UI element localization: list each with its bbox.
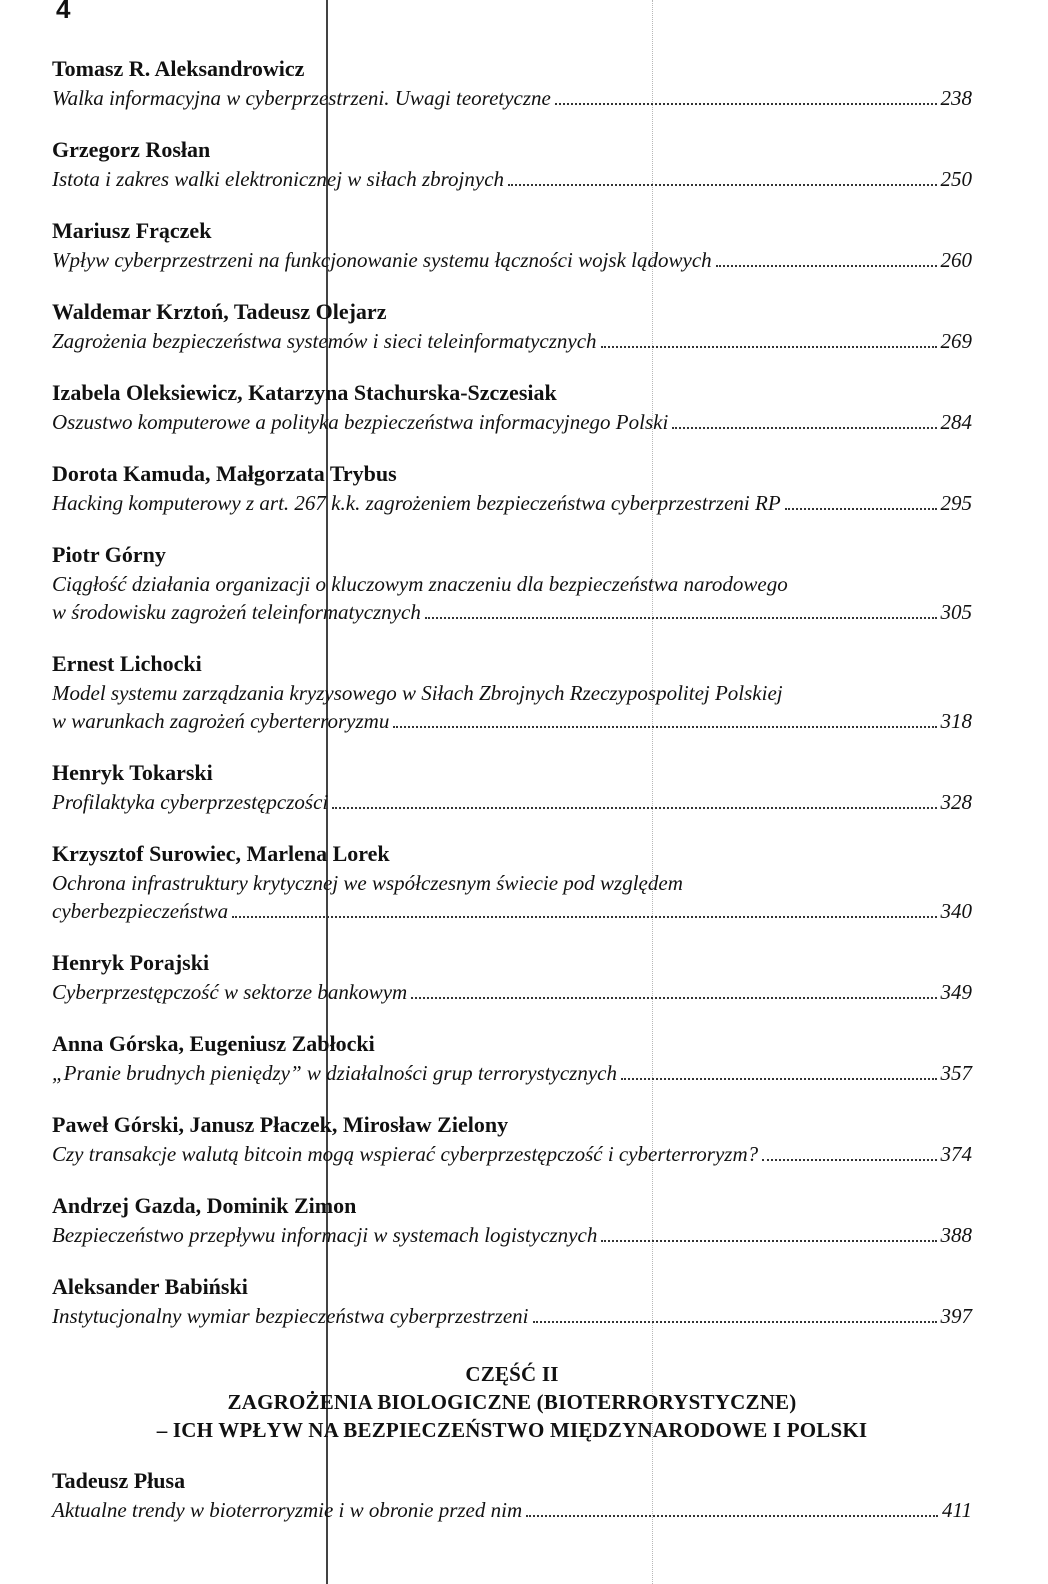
entry-title-line [52, 84, 972, 112]
entry-page-number: 260 [940, 248, 972, 272]
toc-entry [52, 378, 972, 436]
entry-page-number: 349 [940, 980, 972, 1004]
dot-leader [393, 720, 936, 728]
entry-title-line [52, 1140, 972, 1168]
entry-author: Krzysztof Surowiec, Marlena Lorek [52, 841, 390, 866]
entry-page-number: 305 [940, 600, 972, 624]
toc-entries [52, 54, 972, 1330]
entry-page-number: 411 [942, 1498, 972, 1522]
entry-title-line [52, 788, 972, 816]
entry-title: Model systemu zarządzania kryzysowego w Siłach Zbrojnych Rzeczypospolitej Polskiej [52, 681, 783, 705]
entry-title-line [52, 246, 972, 274]
dot-leader [508, 178, 936, 186]
entry-title: Oszustwo komputerowe a polityka bezpieczeństwa informacyjnego Polski [52, 410, 669, 434]
entry-author: Piotr Górny [52, 542, 166, 567]
dot-leader [601, 340, 937, 348]
entry-page-number: 328 [940, 790, 972, 814]
dot-leader [785, 502, 937, 510]
toc-entry [52, 1466, 972, 1524]
dot-leader [621, 1072, 937, 1080]
entry-author: Dorota Kamuda, Małgorzata Trybus [52, 461, 397, 486]
entry-title-line [52, 327, 972, 355]
dot-leader [533, 1315, 937, 1323]
part-label: CZĘŚĆ II [465, 1362, 559, 1386]
dot-leader [762, 1153, 936, 1161]
entry-title-line [52, 679, 972, 707]
toc-entry [52, 54, 972, 112]
entry-page-number: 397 [940, 1304, 972, 1328]
entry-author: Izabela Oleksiewicz, Katarzyna Stachurska-Szczesiak [52, 380, 557, 405]
entry-title: cyberbezpieczeństwa [52, 899, 229, 923]
entry-title: Walka informacyjna w cyberprzestrzeni. Uwagi teoretyczne [52, 86, 551, 110]
entry-title: w środowisku zagrożeń teleinformatycznych [52, 600, 421, 624]
entry-page-number: 318 [940, 709, 972, 733]
entry-title-line [52, 1496, 972, 1524]
entry-page-number: 284 [940, 410, 972, 434]
toc-entry [52, 649, 972, 735]
entry-title: Profilaktyka cyberprzestępczości [52, 790, 329, 814]
entry-title: Istota i zakres walki elektronicznej w siłach zbrojnych [52, 167, 505, 191]
entry-title: Ciągłość działania organizacji o kluczowym znaczeniu dla bezpieczeństwa narodowego [52, 572, 788, 596]
entry-title: w warunkach zagrożeń cyberterroryzmu [52, 709, 390, 733]
entry-author: Grzegorz Rosłan [52, 137, 211, 162]
dot-leader [601, 1234, 936, 1242]
part-heading [52, 1360, 972, 1444]
entry-title: Hacking komputerowy z art. 267 k.k. zagrożeniem bezpieczeństwa cyberprzestrzeni RP [52, 491, 781, 515]
entry-title-line [52, 1221, 972, 1249]
part-title-line: ZAGROŻENIA BIOLOGICZNE (BIOTERRORYSTYCZNE) [227, 1390, 797, 1414]
dot-leader [411, 991, 936, 999]
entry-page-number: 295 [940, 491, 972, 515]
entry-title: Instytucjonalny wymiar bezpieczeństwa cyberprzestrzeni [52, 1304, 529, 1328]
dot-leader [526, 1509, 938, 1517]
entry-title-line [52, 408, 972, 436]
entry-page-number: 238 [940, 86, 972, 110]
entry-page-number: 357 [940, 1061, 972, 1085]
entry-title: Zagrożenia bezpieczeństwa systemów i sieci teleinformatycznych [52, 329, 597, 353]
toc-entry [52, 948, 972, 1006]
entry-title-line [52, 489, 972, 517]
toc-entry [52, 135, 972, 193]
part-title-line: – ICH WPŁYW NA BEZPIECZEŃSTWO MIĘDZYNARODOWE I POLSKI [156, 1418, 868, 1442]
entry-title-line [52, 869, 972, 897]
entry-page-number: 340 [940, 899, 972, 923]
dot-leader [716, 259, 937, 267]
entry-author: Henryk Tokarski [52, 760, 213, 785]
toc-entry [52, 216, 972, 274]
dot-leader [672, 421, 936, 429]
entry-author: Tomasz R. Aleksandrowicz [52, 56, 305, 81]
entry-title-line [52, 1302, 972, 1330]
toc-entry [52, 459, 972, 517]
entry-title-line [52, 570, 972, 598]
entry-page-number: 374 [940, 1142, 972, 1166]
entry-title: „Pranie brudnych pieniędzy” w działalności grup terrorystycznych [52, 1061, 617, 1085]
entry-author: Andrzej Gazda, Dominik Zimon [52, 1193, 357, 1218]
entry-author: Mariusz Frączek [52, 218, 212, 243]
entry-author: Ernest Lichocki [52, 651, 202, 676]
entry-author: Paweł Górski, Janusz Płaczek, Mirosław Zielony [52, 1112, 509, 1137]
entry-page-number: 269 [940, 329, 972, 353]
entry-title-line [52, 1059, 972, 1087]
toc-entry [52, 1029, 972, 1087]
toc-entry [52, 758, 972, 816]
entry-title-line [52, 897, 972, 925]
page-number: 4 [56, 0, 71, 24]
dot-leader [555, 97, 937, 105]
entry-author: Aleksander Babiński [52, 1274, 248, 1299]
entry-title-line [52, 707, 972, 735]
entry-title: Czy transakcje walutą bitcoin mogą wspierać cyberprzestępczość i cyberterroryzm? [52, 1142, 759, 1166]
entry-title: Cyberprzestępczość w sektorze bankowym [52, 980, 408, 1004]
toc-entry [52, 1110, 972, 1168]
dot-leader [332, 801, 936, 809]
entry-title-line [52, 598, 972, 626]
entry-author: Waldemar Krztoń, Tadeusz Olejarz [52, 299, 387, 324]
entry-page-number: 250 [940, 167, 972, 191]
dot-leader [425, 611, 937, 619]
entry-title: Wpływ cyberprzestrzeni na funkcjonowanie systemu łączności wojsk lądowych [52, 248, 712, 272]
entry-title-line [52, 165, 972, 193]
toc-entry [52, 1191, 972, 1249]
entry-title: Ochrona infrastruktury krytycznej we współczesnym świecie pod względem [52, 871, 683, 895]
toc-entry [52, 1272, 972, 1330]
toc-entry [52, 297, 972, 355]
toc-entry [52, 540, 972, 626]
entry-title-line [52, 978, 972, 1006]
entry-title: Aktualne trendy w bioterroryzmie i w obronie przed nim [52, 1498, 523, 1522]
toc-entry [52, 839, 972, 925]
entry-title: Bezpieczeństwo przepływu informacji w systemach logistycznych [52, 1223, 598, 1247]
part-toc-entries [52, 1466, 972, 1524]
dot-leader [232, 910, 936, 918]
entry-page-number: 388 [940, 1223, 972, 1247]
table-of-contents [52, 54, 972, 1547]
entry-author: Henryk Porajski [52, 950, 210, 975]
entry-author: Tadeusz Płusa [52, 1468, 186, 1493]
entry-author: Anna Górska, Eugeniusz Zabłocki [52, 1031, 375, 1056]
